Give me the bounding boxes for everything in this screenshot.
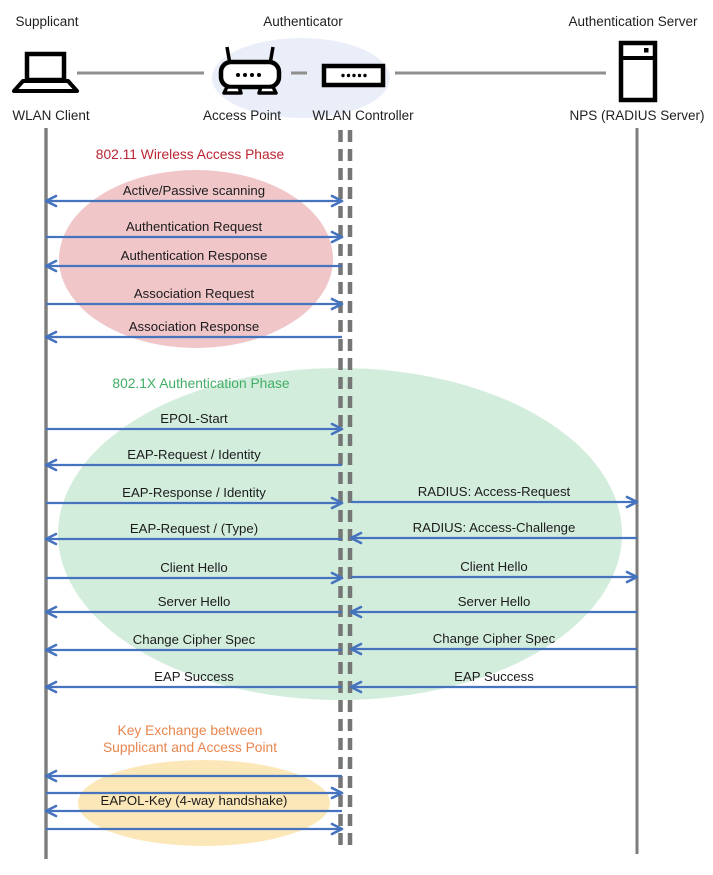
message-label: EPOL-Start <box>160 411 228 426</box>
wlan-controller-icon <box>324 66 383 85</box>
message-label: EAP-Request / (Type) <box>129 521 259 536</box>
message-label: EAP-Response / Identity <box>122 485 266 500</box>
wlan-controller-label: WLAN Controller <box>312 108 414 123</box>
message-label: RADIUS: Access-Challenge <box>412 520 576 535</box>
server-icon <box>621 43 655 100</box>
message-label: Change Cipher Spec <box>432 631 556 646</box>
message-label: Active/Passive scanning <box>122 183 266 198</box>
message-label: Client Hello <box>460 559 528 574</box>
message-label: RADIUS: Access-Request <box>417 484 571 499</box>
laptop-icon <box>14 54 77 91</box>
message-label: Authentication Request <box>125 219 263 234</box>
message-label: Server Hello <box>457 594 531 609</box>
phase-title-wireless-access: 802.11 Wireless Access Phase <box>95 147 285 162</box>
nps-radius-server-label: NPS (RADIUS Server) <box>569 108 705 123</box>
message-label: Association Response <box>128 319 260 334</box>
message-label: EAP Success <box>154 669 234 684</box>
message-label: EAP-Request / Identity <box>127 447 261 462</box>
message-label: Change Cipher Spec <box>132 632 256 647</box>
access-point-label: Access Point <box>202 108 282 123</box>
message-label: Authentication Response <box>120 248 268 263</box>
wlan-client-label: WLAN Client <box>12 108 90 123</box>
authenticator-role-label: Authenticator <box>263 14 343 29</box>
supplicant-role-label: Supplicant <box>15 14 79 29</box>
message-label: Association Request <box>133 286 255 301</box>
message-label: EAP Success <box>454 669 534 684</box>
authentication-server-role-label: Authentication Server <box>568 14 698 29</box>
message-label: Server Hello <box>157 594 231 609</box>
phase-title-key-exchange-line2: Supplicant and Access Point <box>102 740 278 755</box>
phase-title-key-exchange-line1: Key Exchange between <box>117 723 263 738</box>
message-label: EAPOL-Key (4-way handshake) <box>100 793 288 808</box>
message-label: Client Hello <box>160 560 228 575</box>
phase-title-8021x-authentication: 802.1X Authentication Phase <box>112 376 290 391</box>
